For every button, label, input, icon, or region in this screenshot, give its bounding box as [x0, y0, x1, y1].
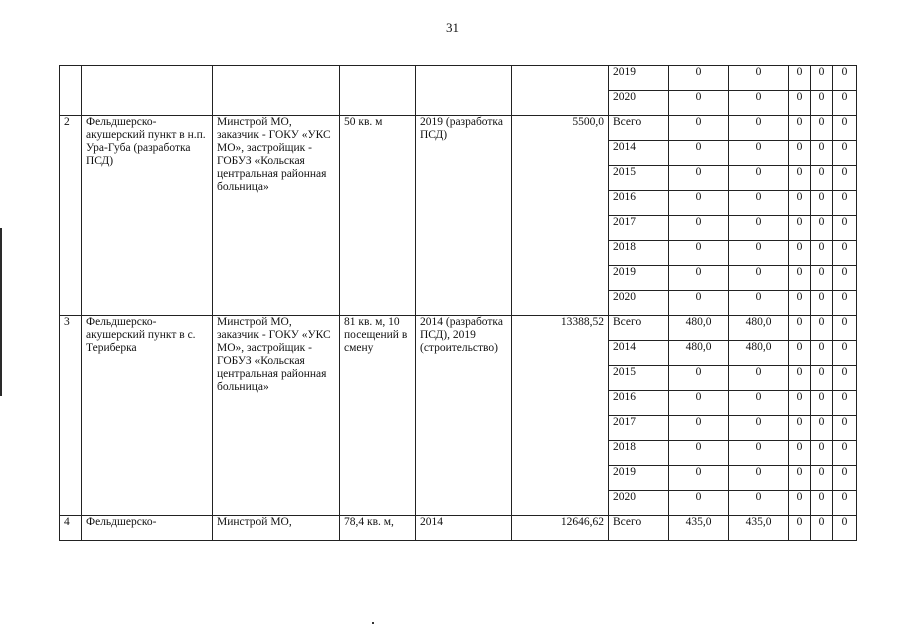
value-cell: 0	[833, 466, 857, 491]
year-cell: 2017	[609, 416, 669, 441]
name-cell: Фельдшерско-	[82, 516, 213, 541]
value-cell: 0	[729, 191, 789, 216]
responsible-cell	[213, 66, 340, 116]
year-cell: 2020	[609, 291, 669, 316]
year-cell: 2015	[609, 366, 669, 391]
value-cell: 0	[833, 191, 857, 216]
capacity-cell: 50 кв. м	[340, 116, 416, 316]
year-cell: 2018	[609, 441, 669, 466]
value-cell: 480,0	[669, 341, 729, 366]
value-cell: 0	[729, 391, 789, 416]
value-cell: 0	[833, 491, 857, 516]
year-cell: 2016	[609, 391, 669, 416]
table-row	[60, 316, 857, 341]
value-cell: 0	[833, 291, 857, 316]
year-cell: Всего	[609, 316, 669, 341]
value-cell: 0	[669, 391, 729, 416]
total-cost-cell: 5500,0	[512, 116, 609, 316]
value-cell: 435,0	[729, 516, 789, 541]
year-cell: Всего	[609, 116, 669, 141]
table-row	[60, 66, 857, 91]
value-cell: 0	[729, 491, 789, 516]
number-cell: 2	[60, 116, 82, 316]
table-body	[60, 66, 857, 541]
year-cell: 2019	[609, 66, 669, 91]
value-cell: 0	[789, 441, 811, 466]
value-cell: 0	[789, 91, 811, 116]
responsible-cell: Минстрой МО,	[213, 516, 340, 541]
value-cell: 0	[833, 366, 857, 391]
number-cell	[60, 66, 82, 116]
table-row	[60, 516, 857, 541]
period-cell: 2019 (разработка ПСД)	[416, 116, 512, 316]
value-cell: 0	[833, 166, 857, 191]
value-cell: 0	[789, 216, 811, 241]
value-cell: 0	[669, 191, 729, 216]
capacity-cell: 78,4 кв. м,	[340, 516, 416, 541]
value-cell: 0	[669, 116, 729, 141]
value-cell: 0	[811, 141, 833, 166]
value-cell: 0	[669, 291, 729, 316]
value-cell: 0	[789, 166, 811, 191]
value-cell: 0	[789, 241, 811, 266]
value-cell: 0	[729, 66, 789, 91]
responsible-cell: Минстрой МО, заказчик - ГОКУ «УКС МО», застройщик - ГОБУЗ «Кольская центральная районная больница»	[213, 116, 340, 316]
value-cell: 0	[833, 391, 857, 416]
value-cell: 0	[669, 241, 729, 266]
value-cell: 0	[811, 341, 833, 366]
value-cell: 0	[811, 91, 833, 116]
value-cell: 0	[811, 291, 833, 316]
value-cell: 0	[669, 466, 729, 491]
year-cell: 2017	[609, 216, 669, 241]
value-cell: 0	[729, 216, 789, 241]
name-cell: Фельдшерско-акушерский пункт в н.п. Ура-Губа (разработка ПСД)	[82, 116, 213, 316]
number-cell: 3	[60, 316, 82, 516]
value-cell: 0	[833, 66, 857, 91]
value-cell: 0	[789, 291, 811, 316]
value-cell: 0	[811, 441, 833, 466]
number-cell: 4	[60, 516, 82, 541]
value-cell: 0	[833, 316, 857, 341]
value-cell: 0	[729, 166, 789, 191]
value-cell: 0	[811, 191, 833, 216]
value-cell: 0	[669, 91, 729, 116]
value-cell: 0	[729, 416, 789, 441]
capacity-cell: 81 кв. м, 10 посещений в смену	[340, 316, 416, 516]
investment-table	[59, 65, 857, 541]
value-cell: 0	[811, 166, 833, 191]
value-cell: 0	[669, 266, 729, 291]
value-cell: 0	[789, 316, 811, 341]
value-cell: 0	[833, 241, 857, 266]
year-cell: 2016	[609, 191, 669, 216]
value-cell: 0	[811, 66, 833, 91]
value-cell: 0	[811, 116, 833, 141]
value-cell: 0	[729, 366, 789, 391]
value-cell: 0	[669, 416, 729, 441]
total-cost-cell	[512, 66, 609, 116]
value-cell: 0	[833, 91, 857, 116]
value-cell: 0	[811, 491, 833, 516]
value-cell: 0	[789, 466, 811, 491]
value-cell: 0	[789, 266, 811, 291]
period-cell	[416, 66, 512, 116]
value-cell: 480,0	[729, 316, 789, 341]
year-cell: 2015	[609, 166, 669, 191]
scan-edge-mark	[0, 228, 2, 396]
capacity-cell	[340, 66, 416, 116]
value-cell: 0	[833, 516, 857, 541]
value-cell: 480,0	[729, 341, 789, 366]
year-cell: 2018	[609, 241, 669, 266]
value-cell: 0	[729, 116, 789, 141]
value-cell: 0	[811, 416, 833, 441]
value-cell: 0	[833, 266, 857, 291]
year-cell: 2014	[609, 341, 669, 366]
value-cell: 0	[789, 491, 811, 516]
value-cell: 0	[811, 241, 833, 266]
value-cell: 0	[789, 516, 811, 541]
value-cell: 0	[833, 141, 857, 166]
value-cell: 0	[669, 141, 729, 166]
page-number: 31	[446, 20, 459, 35]
table-row	[60, 116, 857, 141]
value-cell: 435,0	[669, 516, 729, 541]
period-cell: 2014	[416, 516, 512, 541]
value-cell: 0	[729, 466, 789, 491]
value-cell: 0	[789, 66, 811, 91]
value-cell: 0	[789, 141, 811, 166]
year-cell: 2014	[609, 141, 669, 166]
value-cell: 0	[729, 241, 789, 266]
year-cell: 2020	[609, 91, 669, 116]
value-cell: 0	[789, 391, 811, 416]
name-cell: Фельдшерско-акушерский пункт в с. Териберка	[82, 316, 213, 516]
value-cell: 0	[811, 391, 833, 416]
value-cell: 0	[789, 416, 811, 441]
value-cell: 0	[811, 216, 833, 241]
value-cell: 0	[729, 91, 789, 116]
year-cell: 2019	[609, 266, 669, 291]
year-cell: 2019	[609, 466, 669, 491]
value-cell: 0	[833, 216, 857, 241]
value-cell: 0	[833, 341, 857, 366]
value-cell: 0	[789, 341, 811, 366]
value-cell: 0	[669, 491, 729, 516]
value-cell: 0	[669, 66, 729, 91]
value-cell: 0	[833, 116, 857, 141]
period-cell: 2014 (разработка ПСД), 2019 (строительство)	[416, 316, 512, 516]
value-cell: 0	[789, 191, 811, 216]
value-cell: 0	[811, 316, 833, 341]
value-cell: 0	[669, 366, 729, 391]
value-cell: 480,0	[669, 316, 729, 341]
value-cell: 0	[729, 141, 789, 166]
value-cell: 0	[789, 366, 811, 391]
total-cost-cell: 13388,52	[512, 316, 609, 516]
total-cost-cell: 12646,62	[512, 516, 609, 541]
value-cell: 0	[669, 166, 729, 191]
value-cell: 0	[833, 441, 857, 466]
value-cell: 0	[789, 116, 811, 141]
value-cell: 0	[729, 291, 789, 316]
value-cell: 0	[729, 266, 789, 291]
year-cell: 2020	[609, 491, 669, 516]
value-cell: 0	[729, 441, 789, 466]
scan-dot-mark	[372, 622, 374, 624]
value-cell: 0	[811, 266, 833, 291]
year-cell: Всего	[609, 516, 669, 541]
value-cell: 0	[811, 366, 833, 391]
value-cell: 0	[811, 516, 833, 541]
value-cell: 0	[811, 466, 833, 491]
name-cell	[82, 66, 213, 116]
value-cell: 0	[669, 441, 729, 466]
value-cell: 0	[669, 216, 729, 241]
responsible-cell: Минстрой МО, заказчик - ГОКУ «УКС МО», застройщик - ГОБУЗ «Кольская центральная районная больница»	[213, 316, 340, 516]
value-cell: 0	[833, 416, 857, 441]
